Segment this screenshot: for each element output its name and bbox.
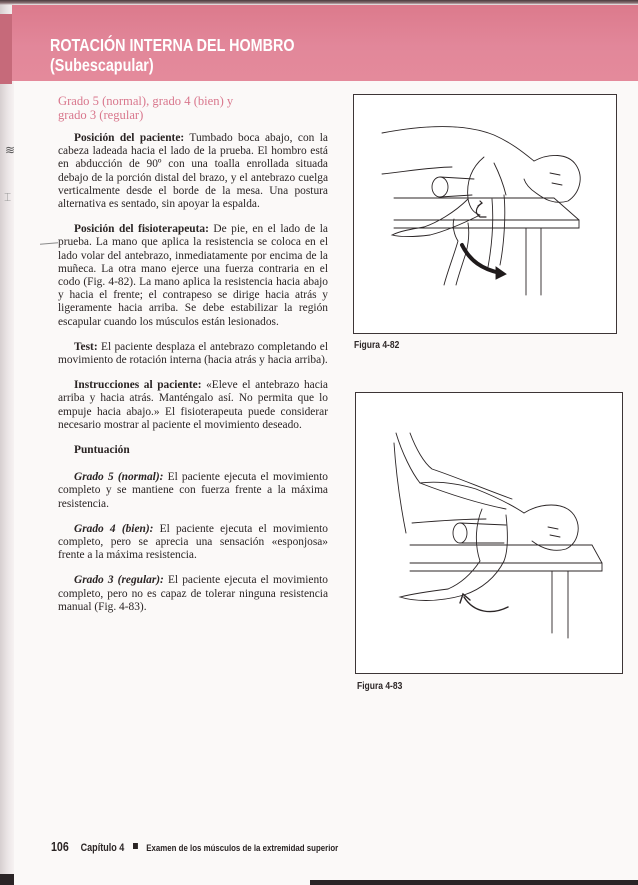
figure-4-83-illustration: [356, 393, 622, 673]
page-number: 106: [51, 839, 69, 854]
patient-upper-arm: [476, 509, 507, 561]
patient-hand: [400, 589, 464, 601]
text-therapist-position: De pie, en el lado de la prueba. La mano que aplica la resistencia se coloca en el lado volar del antebrazo, inmediatamente por encima de la muñeca. La otra mano ejerce una fuerza contraria en el codo (Fig. 4-82). La mano aplica la resistencia hacia abajo y hacia el frente; el contrapeso se dirige hacia atrás y ligeramente hacia arriba. Se debe estabilizar la región escapular cuando los músculos están lesionados.: [58, 223, 328, 328]
table-leg: [526, 228, 541, 295]
section-title: ROTACIÓN INTERNA DEL HOMBRO: [50, 35, 295, 55]
rotation-arrow-large: [462, 245, 500, 273]
label-instructions: Instrucciones al paciente:: [74, 379, 202, 392]
page-bottom-edge: [310, 880, 638, 885]
paragraph-therapist-position: [58, 223, 328, 329]
label-grade4: Grado 4 (bien):: [74, 522, 154, 535]
body-text-column: [58, 94, 328, 626]
table-leg: [552, 571, 568, 638]
page-footer: [51, 838, 338, 856]
figure-caption: Figura 4-82: [354, 340, 400, 351]
paragraph-grade5: [58, 471, 328, 511]
label-grade3: Grado 3 (regular):: [74, 574, 164, 587]
therapist-arm: [488, 195, 505, 267]
text-grade5: El paciente ejecuta el movimiento completo y se mantiene con fuerza frente a la máxima resistencia.: [58, 471, 328, 510]
scoring-heading: Puntuación: [74, 444, 130, 457]
label-grade5: Grado 5 (normal):: [74, 471, 164, 484]
label-test: Test:: [74, 340, 98, 353]
page-bottom-left-edge: [0, 874, 14, 885]
label-therapist-position: Posición del fisioterapeuta:: [74, 223, 209, 236]
paragraph-grade4: [58, 523, 328, 563]
label-patient-position: Posición del paciente:: [74, 132, 185, 144]
chapter-title: Examen de los músculos de la extremidad superior: [146, 843, 339, 854]
paragraph-grade3: [58, 574, 328, 614]
towel-roll: [453, 523, 467, 543]
text-test: El paciente desplaza el antebrazo completando el movimiento de rotación interna (hacia atrás y hacia arriba).: [58, 340, 328, 367]
page-binding-color-strip: [0, 14, 12, 84]
square-bullet-icon: [133, 843, 138, 849]
figure-caption: Figura 4-83: [357, 681, 403, 692]
table-top: [410, 545, 602, 571]
figure-4-82: [353, 94, 617, 334]
grade-heading: [58, 94, 328, 122]
towel-roll: [432, 177, 448, 197]
grade-heading-line2: grado 3 (regular): [58, 108, 144, 122]
therapist-arm: [396, 433, 512, 509]
paragraph-patient-position: [58, 132, 328, 211]
patient-forearm: [448, 561, 504, 595]
patient-upper-arm: [468, 157, 506, 215]
patient-forearm: [424, 199, 480, 235]
figure-4-83: [355, 392, 623, 674]
page-binding-shadow: [0, 0, 14, 885]
margin-smudge: ⌶: [4, 190, 12, 204]
chapter-label: Capítulo 4: [80, 842, 125, 854]
margin-pencil-mark: [40, 242, 58, 245]
text-patient-position: Tumbado boca abajo, con la cabeza ladeada hacia el lado de la prueba. El hombro está en abducción de 90º con una toalla enrollada situada debajo de la porción distal del brazo, y el antebrazo cuelga verticalmente desde el borde de la mesa. Una postura alternativa es sentado, sin apoyar la espalda.: [58, 132, 328, 211]
text-grade3: El paciente ejecuta el movimiento completo, pero no es capaz de tolerar ninguna resistencia manual (Fig. 4-83).: [58, 574, 328, 613]
patient-back: [382, 127, 534, 162]
section-subtitle: (Subescapular): [50, 55, 154, 75]
rotation-arrow-small: [476, 203, 486, 217]
patient-head: [524, 155, 580, 202]
text-grade4: El paciente ejecuta el movimiento completo, pero se aprecia una sensación «esponjosa» frente a la máxima resistencia.: [58, 522, 328, 562]
grade-heading-line1: Grado 5 (normal), grado 4 (bien) y: [58, 94, 234, 108]
figure-4-82-illustration: [354, 95, 616, 333]
paragraph-test: [58, 341, 328, 367]
rotation-arrow: [464, 597, 508, 612]
paragraph-instructions: [58, 379, 328, 432]
table-top: [394, 198, 579, 228]
margin-smudge: ≋: [5, 143, 16, 157]
text-instructions: «Eleve el antebrazo hacia arriba y hacia atrás. Manténgalo así. No permita que lo empuje hacia abajo.» El fisioterapeuta puede considerar necesario mostrar al paciente el movimiento deseado.: [58, 379, 328, 431]
